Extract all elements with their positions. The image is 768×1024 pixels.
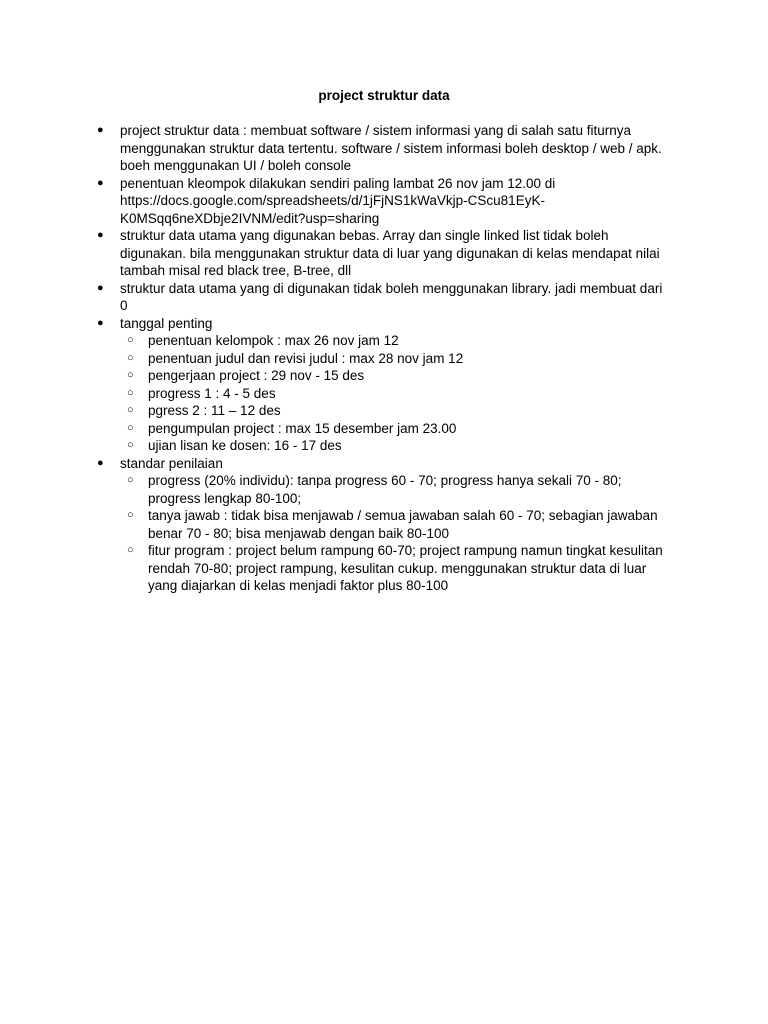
bullet-list [97, 122, 671, 595]
sub-list-item [120, 367, 671, 385]
sub-list-item [120, 437, 671, 455]
document-body [97, 122, 671, 595]
sub-bullet-icon: ○ [127, 544, 134, 556]
bullet-icon: ● [97, 281, 104, 294]
sub-list-item [120, 420, 671, 438]
sub-list-item-text: progress 1 : 4 - 5 des [148, 385, 276, 401]
list-item-text: standar penilaian [120, 455, 223, 471]
sub-list-item [120, 507, 671, 542]
document-title: project struktur data [318, 88, 450, 103]
list-item-text: struktur data utama yang di digunakan tidak boleh menggunakan library. jadi membuat dari 0 [120, 280, 663, 313]
sub-list-item-text: pgress 2 : 11 – 12 des [148, 403, 281, 418]
list-item-text: struktur data utama yang digunakan bebas. Array dan single linked list tidak boleh digunakan. bila menggunakan struktur data di luar yang digunakan di kelas mendapat nilai tambah misal red black tree, B-tree, dll [120, 228, 660, 278]
sub-list-item [120, 542, 671, 595]
bullet-icon: ● [97, 456, 104, 469]
sub-list-item-text: tanya jawab : tidak bisa menjawab / semua jawaban salah 60 - 70; sebagian jawaban benar 70 - 80; bisa menjawab dengan baik 80-100 [148, 508, 658, 541]
list-item [97, 280, 671, 315]
sub-bullet-icon: ○ [127, 369, 134, 381]
sub-bullet-icon: ○ [127, 474, 134, 486]
sub-bullet-icon: ○ [127, 509, 134, 521]
list-item [97, 455, 671, 595]
list-item [97, 122, 671, 175]
list-item-text: project struktur data : membuat software / sistem informasi yang di salah satu fiturnya menggunakan struktur data tertentu. software / sistem informasi boleh desktop / web / apk. boeh menggunakan UI / boleh console [120, 123, 662, 173]
sub-bullet-icon: ○ [127, 334, 134, 346]
sub-list-item-text: fitur program : project belum rampung 60-70; project rampung namun tingkat kesulitan rendah 70-80; project rampung, kesulitan cukup. menggunakan struktur data di luar yang diajarkan di kelas menjadi faktor plus 80-100 [148, 543, 663, 593]
bullet-icon: ● [97, 176, 104, 189]
sub-list-item-text: penentuan judul dan revisi judul : max 28 nov jam 12 [148, 350, 464, 366]
sub-bullet-icon: ○ [127, 439, 134, 451]
sub-bullet-icon: ○ [127, 351, 134, 364]
sub-list-item-text: pengumpulan project : max 15 desember jam 23.00 [148, 420, 457, 436]
sub-list [120, 472, 671, 595]
list-item-text: penentuan kleompok dilakukan sendiri paling lambat 26 nov jam 12.00 di https://docs.google.com/spreadsheets/d/1jFjNS1kWaVkjp-CScu81EyK-K0MSqq6neXDbje2IVNM/edit?usp=sharing [120, 175, 556, 226]
sub-bullet-icon: ○ [127, 386, 134, 399]
list-item [97, 227, 671, 280]
list-item-text: tanggal penting [120, 315, 213, 331]
bullet-icon: ● [97, 316, 104, 329]
sub-list-item-text: penentuan kelompok : max 26 nov jam 12 [148, 333, 399, 348]
sub-list-item [120, 402, 671, 420]
sub-bullet-icon: ○ [127, 404, 134, 416]
bullet-icon: ● [97, 229, 104, 241]
list-item [97, 175, 671, 228]
list-item [97, 315, 671, 455]
sub-list-item [120, 350, 671, 368]
bullet-icon: ● [97, 124, 104, 136]
sub-list-item [120, 472, 671, 507]
sub-list-item [120, 385, 671, 403]
sub-bullet-icon: ○ [127, 421, 134, 434]
sub-list-item-text: ujian lisan ke dosen: 16 - 17 des [148, 438, 342, 453]
sub-list [120, 332, 671, 455]
sub-list-item [120, 332, 671, 350]
sub-list-item-text: progress (20% individu): tanpa progress 60 - 70; progress hanya sekali 70 - 80; progress lengkap 80-100; [148, 473, 622, 506]
sub-list-item-text: pengerjaan project : 29 nov - 15 des [148, 368, 365, 383]
